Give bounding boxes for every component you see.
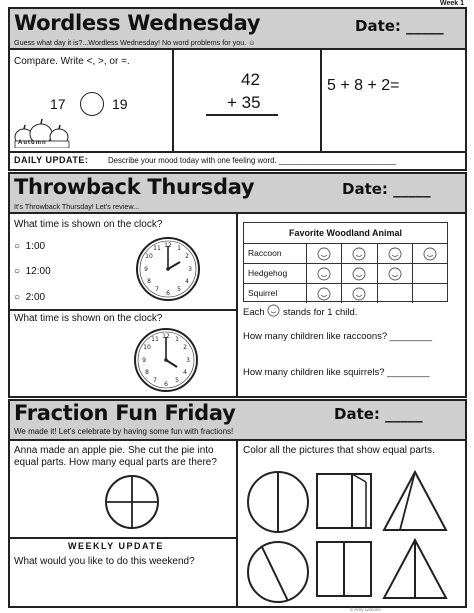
svg-text:12: 12: [162, 333, 170, 340]
divider: [172, 50, 174, 152]
smiley-icon: [388, 247, 402, 261]
divider: [10, 309, 237, 311]
smiley-icon: [267, 304, 280, 317]
svg-text:2: 2: [183, 344, 187, 351]
animal-label: Hedgehog: [244, 264, 307, 283]
daily-update-text[interactable]: Describe your mood today with one feeling word. ___________________________: [108, 156, 396, 165]
smiley-icon: [317, 247, 331, 261]
svg-text:6: 6: [164, 381, 168, 388]
svg-text:12: 12: [164, 242, 172, 249]
clock-question-2: What time is shown on the clock?: [14, 313, 163, 324]
option-label: 2:00: [25, 292, 46, 303]
svg-text:4: 4: [183, 369, 187, 376]
pictograph-cell: [413, 264, 447, 283]
addition-line: [206, 114, 278, 116]
smiley-icon: [352, 287, 366, 301]
svg-text:1: 1: [177, 245, 181, 252]
wednesday-date-field[interactable]: Date: _____: [355, 17, 444, 35]
pictograph-key: [243, 304, 357, 318]
fraction-shapes: [242, 468, 464, 606]
pictograph-cell: [413, 244, 447, 263]
square-halves-shape[interactable]: [317, 542, 371, 596]
color-prompt: Color all the pictures that show equal parts.: [243, 445, 435, 456]
thursday-title: Throwback Thursday: [14, 175, 255, 199]
answer-option[interactable]: ○ 1:00: [14, 241, 46, 252]
smiley-icon: [317, 287, 331, 301]
pictograph-cell: [378, 244, 413, 263]
clock-icon: [135, 236, 201, 302]
pictograph-cell: [307, 264, 342, 283]
svg-text:4: 4: [185, 278, 189, 285]
table-title: Favorite Woodland Animal: [244, 223, 447, 244]
circle-unequal-shape[interactable]: [248, 542, 308, 602]
pumpkin-word: Autumn: [18, 140, 47, 146]
pictograph-cell: [342, 284, 377, 303]
wednesday-subtitle: Guess what day it is?...Wordless Wednesday! No word problems for you. ☺: [14, 38, 256, 47]
smiley-icon: [423, 247, 437, 261]
svg-text:1: 1: [175, 336, 179, 343]
pie-circle: [104, 474, 160, 530]
circle-halves-shape[interactable]: [248, 472, 308, 532]
weekly-update-label: WEEKLY UPDATE: [68, 541, 164, 551]
svg-text:3: 3: [186, 357, 190, 364]
divider: [10, 537, 237, 539]
divider: [236, 214, 238, 396]
svg-text:10: 10: [143, 344, 151, 351]
answer-option[interactable]: ○ 12:00: [14, 266, 51, 277]
svg-text:5: 5: [175, 377, 179, 384]
svg-text:11: 11: [153, 245, 161, 252]
weekend-prompt: What would you like to do this weekend?: [14, 556, 195, 567]
svg-text:8: 8: [147, 278, 151, 285]
svg-text:8: 8: [145, 369, 149, 376]
smiley-icon: [352, 267, 366, 281]
raccoons-question[interactable]: How many children like raccoons? ________: [243, 331, 433, 342]
clock-question-1: What time is shown on the clock?: [14, 219, 163, 230]
pictograph-cell: [307, 244, 342, 263]
key-suffix: stands for 1 child.: [282, 307, 358, 318]
smiley-icon: [388, 267, 402, 281]
table-row: [244, 264, 447, 284]
animal-label: Squirrel: [244, 284, 307, 303]
footer-text: © Amy Lemons: [350, 607, 381, 612]
squirrels-question[interactable]: How many children like squirrels? ________: [243, 367, 430, 378]
divider: [10, 151, 465, 153]
svg-text:7: 7: [153, 377, 157, 384]
pictograph-cell: [307, 284, 342, 303]
divider: [320, 50, 322, 152]
svg-text:9: 9: [142, 357, 146, 364]
pictograph-cell: [378, 264, 413, 283]
option-label: 12:00: [25, 266, 51, 277]
svg-text:6: 6: [166, 290, 170, 297]
svg-text:11: 11: [151, 336, 159, 343]
svg-text:3: 3: [188, 266, 192, 273]
addition-bottom-number: + 35: [227, 93, 261, 112]
compare-right-number: 19: [112, 96, 128, 112]
svg-text:5: 5: [177, 286, 181, 293]
thursday-subtitle: It's Throwback Thursday! Let's review...: [14, 202, 140, 211]
svg-text:7: 7: [155, 286, 159, 293]
key-prefix: Each: [243, 307, 265, 318]
smiley-icon: [352, 247, 366, 261]
divider: [236, 441, 238, 606]
friday-title: Fraction Fun Friday: [14, 401, 236, 425]
triangle-halves-shape[interactable]: [384, 472, 446, 530]
compare-answer-circle[interactable]: [80, 92, 104, 116]
answer-option[interactable]: ○ 2:00: [14, 292, 46, 303]
animal-label: Raccoon: [244, 244, 307, 263]
square-unequal-shape[interactable]: [317, 474, 371, 528]
compare-left-number: 17: [50, 96, 66, 112]
svg-text:10: 10: [145, 253, 153, 260]
pictograph-cell: [413, 284, 447, 303]
pictograph-cell: [342, 264, 377, 283]
pictograph-cell: [378, 284, 413, 303]
table-row: [244, 284, 447, 303]
compare-prompt: Compare. Write <, >, or =.: [14, 56, 130, 67]
triangle-halves-shape[interactable]: [384, 540, 446, 598]
option-label: 1:00: [25, 241, 46, 252]
smiley-icon: [317, 267, 331, 281]
svg-text:2: 2: [185, 253, 189, 260]
pictograph-table: [243, 222, 448, 302]
week-label: Week 1: [440, 0, 464, 7]
pie-prompt: Anna made an apple pie. She cut the pie into equal parts. How many equal parts are there?: [14, 445, 217, 468]
daily-update-label: DAILY UPDATE:: [14, 155, 89, 165]
friday-subtitle: We made it! Let's celebrate by having some fun with fractions!: [14, 427, 234, 436]
friday-date-field[interactable]: Date: _____: [334, 405, 423, 423]
addition-top-number: 42: [241, 70, 260, 89]
clock-icon: [133, 327, 199, 393]
wednesday-title: Wordless Wednesday: [14, 11, 261, 35]
thursday-date-field[interactable]: Date: _____: [342, 180, 431, 198]
svg-text:9: 9: [144, 266, 148, 273]
sum-expression: 5 + 8 + 2=: [327, 77, 400, 94]
table-row: [244, 244, 447, 264]
pictograph-cell: [342, 244, 377, 263]
